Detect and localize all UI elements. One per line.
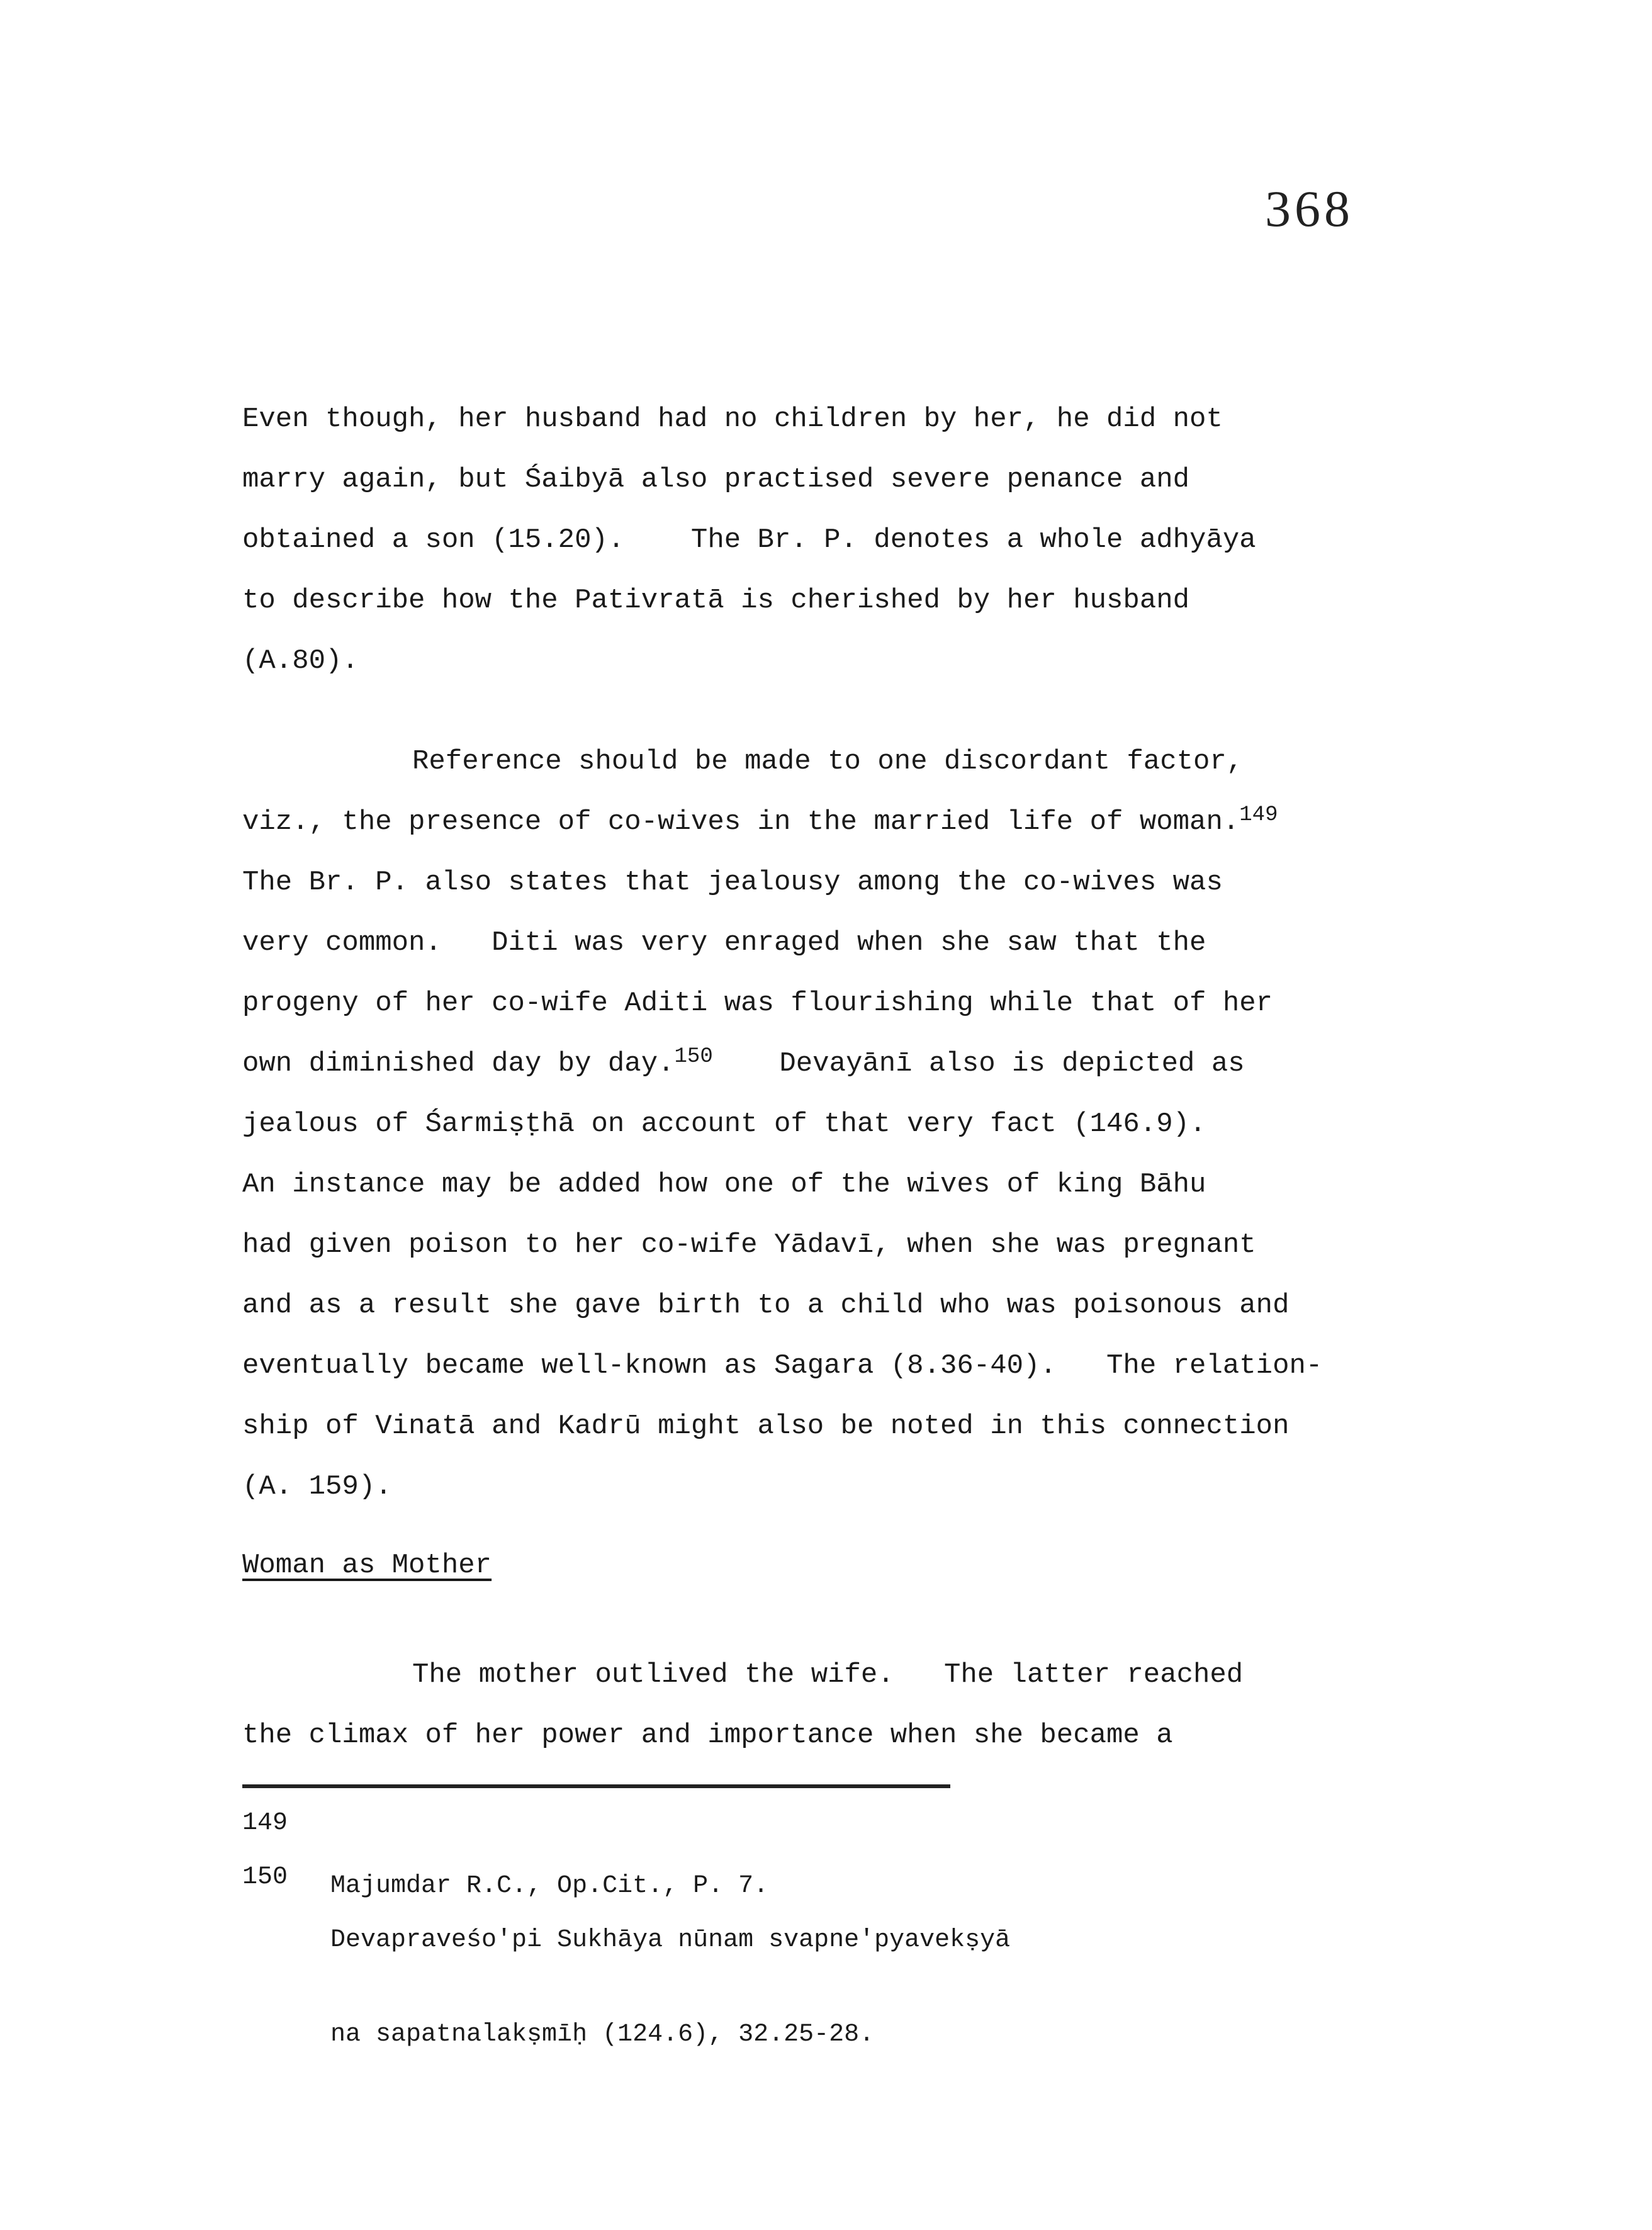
text-line: and as a result she gave birth to a child who was poisonous and <box>242 1290 1290 1321</box>
footnote-number: 150 <box>242 1863 288 1891</box>
text-line: (A. 159). <box>242 1471 392 1502</box>
paragraph-1 <box>242 389 1438 691</box>
footnote-text <box>330 1862 1010 2114</box>
footnote-divider <box>242 1784 950 1788</box>
text-line: the climax of her power and importance when she became a <box>242 1720 1173 1751</box>
footnote-ref-150: 150 <box>674 1045 713 1069</box>
text-line: obtained a son (15.20). The Br. P. denotes a whole adhyāya <box>242 524 1256 556</box>
text-line <box>242 792 1438 852</box>
text-segment: viz., the presence of co-wives in the married life of woman. <box>242 806 1240 838</box>
footnote-line: na sapatnalakṣmīḥ (124.6), 32.25-28. <box>330 2020 875 2049</box>
text-line: (A.80). <box>242 645 359 677</box>
text-line: had given poison to her co-wife Yādavī, when she was pregnant <box>242 1229 1256 1261</box>
footnote-number: 149 <box>242 1809 288 1837</box>
text-line: The Br. P. also states that jealousy among the co-wives was <box>242 867 1223 898</box>
text-line: Even though, her husband had no children by her, he did not <box>242 403 1223 435</box>
text-line: Reference should be made to one discordant factor, <box>412 746 1244 777</box>
text-line: eventually became well-known as Sagara (8.36-40). The relation- <box>242 1350 1323 1382</box>
text-line: The mother outlived the wife. The latter reached <box>412 1659 1244 1691</box>
text-line: marry again, but Śaibyā also practised severe penance and <box>242 464 1190 495</box>
text-line: progeny of her co-wife Aditi was flourishing while that of her <box>242 988 1273 1019</box>
paragraph-2 <box>242 731 1438 1517</box>
text-segment: own diminished day by day. <box>242 1048 675 1079</box>
text-line: ship of Vinatā and Kadrū might also be noted in this connection <box>242 1411 1290 1442</box>
section-heading: Woman as Mother <box>242 1550 492 1581</box>
paragraph-3 <box>242 1645 1438 1765</box>
text-line: very common. Diti was very enraged when she saw that the <box>242 927 1206 959</box>
footnote-ref-149: 149 <box>1239 803 1278 827</box>
page-number: 368 <box>1265 180 1354 237</box>
footnote-line: Majumdar R.C., Op.Cit., P. 7. <box>330 1872 769 1900</box>
footnote-line: Devapraveśo'pi Sukhāya nūnam svapne'pyavekṣyā <box>330 1926 1011 1954</box>
text-line <box>242 1033 1438 1094</box>
text-line: jealous of Śarmiṣṭhā on account of that very fact (146.9). <box>242 1108 1206 1140</box>
text-line: An instance may be added how one of the wives of king Bāhu <box>242 1169 1206 1200</box>
text-line: to describe how the Pativratā is cherished by her husband <box>242 585 1190 616</box>
text-segment: Devayānī also is depicted as <box>712 1048 1245 1079</box>
